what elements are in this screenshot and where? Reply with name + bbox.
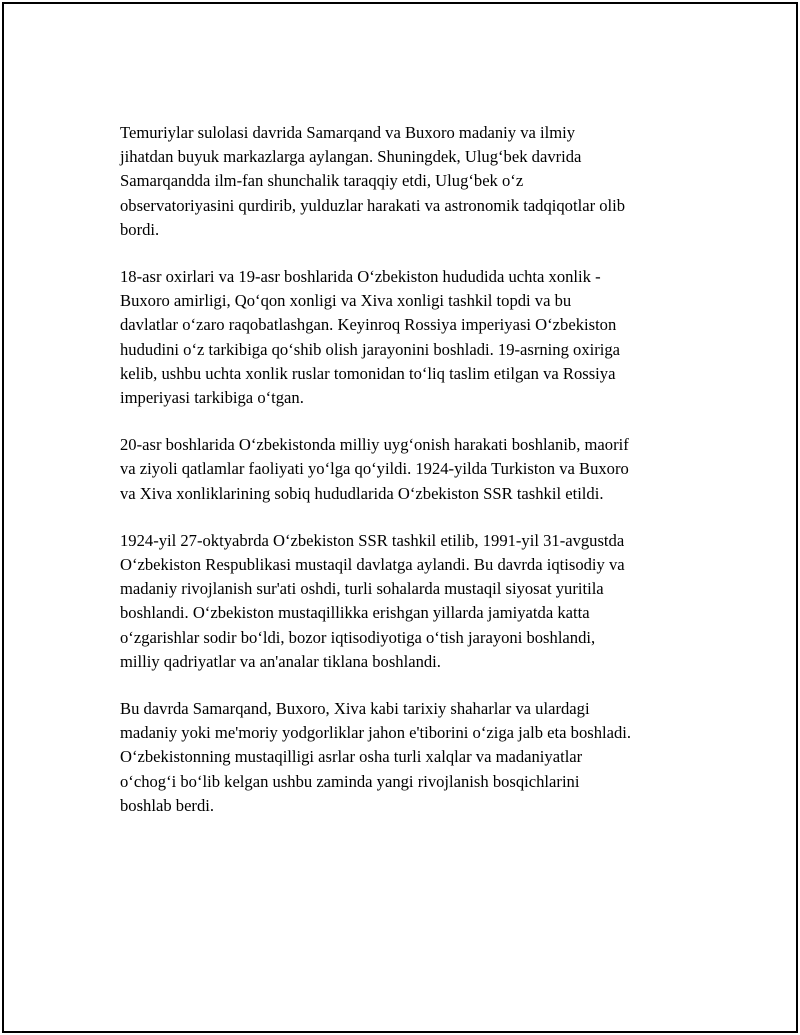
document-body bbox=[120, 121, 698, 841]
paragraph-line: davlatlar o‘zaro raqobatlashgan. Keyinroq Rossiya imperiyasi O‘zbekiston bbox=[120, 315, 617, 335]
paragraph-line: va ziyoli qatlamlar faoliyati yo‘lga qo‘yildi. 1924-yilda Turkiston va Buxoro bbox=[120, 459, 629, 479]
paragraph-line: jihatdan buyuk markazlarga aylangan. Shuningdek, Ulug‘bek davrida bbox=[120, 147, 582, 167]
paragraph-line: kelib, ushbu uchta xonlik ruslar tomonidan to‘liq taslim etilgan va Rossiya bbox=[120, 363, 616, 383]
paragraph-line: hududini o‘z tarkibiga qo‘shib olish jarayonini boshladi. 19-asrning oxiriga bbox=[120, 339, 621, 359]
paragraph-line: boshlandi. O‘zbekiston mustaqillikka erishgan yillarda jamiyatda katta bbox=[120, 603, 590, 623]
paragraph-line: Temuriylar sulolasi davrida Samarqand va Buxoro madaniy va ilmiy bbox=[120, 123, 576, 142]
paragraph-3 bbox=[120, 433, 698, 506]
paragraph-line: bordi. bbox=[120, 219, 160, 239]
paragraph-line: va Xiva xonliklarining sobiq hududlarida O‘zbekiston SSR tashkil etildi. bbox=[120, 483, 604, 503]
paragraph-5 bbox=[120, 697, 698, 818]
paragraph-4 bbox=[120, 529, 698, 674]
document-page bbox=[2, 2, 798, 1033]
paragraph-line: observatoriyasini qurdirib, yulduzlar harakati va astronomik tadqiqotlar olib bbox=[120, 195, 626, 215]
paragraph-line: boshlab berdi. bbox=[120, 795, 215, 815]
paragraph-1 bbox=[120, 121, 698, 242]
paragraph-line: 20-asr boshlarida O‘zbekistonda milliy uyg‘onish harakati boshlanib, maorif bbox=[120, 435, 629, 455]
paragraph-line: madaniy rivojlanish sur'ati oshdi, turli sohalarda mustaqil siyosat yuritila bbox=[120, 579, 604, 599]
paragraph-line: 1924-yil 27-oktyabrda O‘zbekiston SSR tashkil etilib, 1991-yil 31-avgustda bbox=[120, 530, 625, 550]
paragraph-line: O‘zbekistonning mustaqilligi asrlar osha turli xalqlar va madaniyatlar bbox=[120, 747, 583, 767]
paragraph-line: milliy qadriyatlar va an'analar tiklana boshlandi. bbox=[120, 651, 441, 671]
paragraph-line: madaniy yoki me'moriy yodgorliklar jahon e'tiborini o‘ziga jalb eta boshladi. bbox=[120, 723, 632, 743]
paragraph-line: o‘chog‘i bo‘lib kelgan ushbu zaminda yangi rivojlanish bosqichlarini bbox=[120, 771, 580, 791]
paragraph-2 bbox=[120, 265, 698, 410]
paragraph-line: Buxoro amirligi, Qo‘qon xonligi va Xiva xonligi tashkil topdi va bu bbox=[120, 291, 572, 311]
paragraph-line: O‘zbekiston Respublikasi mustaqil davlatga aylandi. Bu davrda iqtisodiy va bbox=[120, 555, 625, 575]
paragraph-line: 18-asr oxirlari va 19-asr boshlarida O‘zbekiston hududida uchta xonlik - bbox=[120, 267, 601, 287]
paragraph-line: imperiyasi tarkibiga o‘tgan. bbox=[120, 388, 304, 408]
paragraph-line: o‘zgarishlar sodir bo‘ldi, bozor iqtisodiyotiga o‘tish jarayoni boshlandi, bbox=[120, 627, 596, 647]
paragraph-line: Samarqandda ilm-fan shunchalik taraqqiy etdi, Ulug‘bek o‘z bbox=[120, 171, 524, 191]
paragraph-line: Bu davrda Samarqand, Buxoro, Xiva kabi tarixiy shaharlar va ulardagi bbox=[120, 699, 590, 719]
